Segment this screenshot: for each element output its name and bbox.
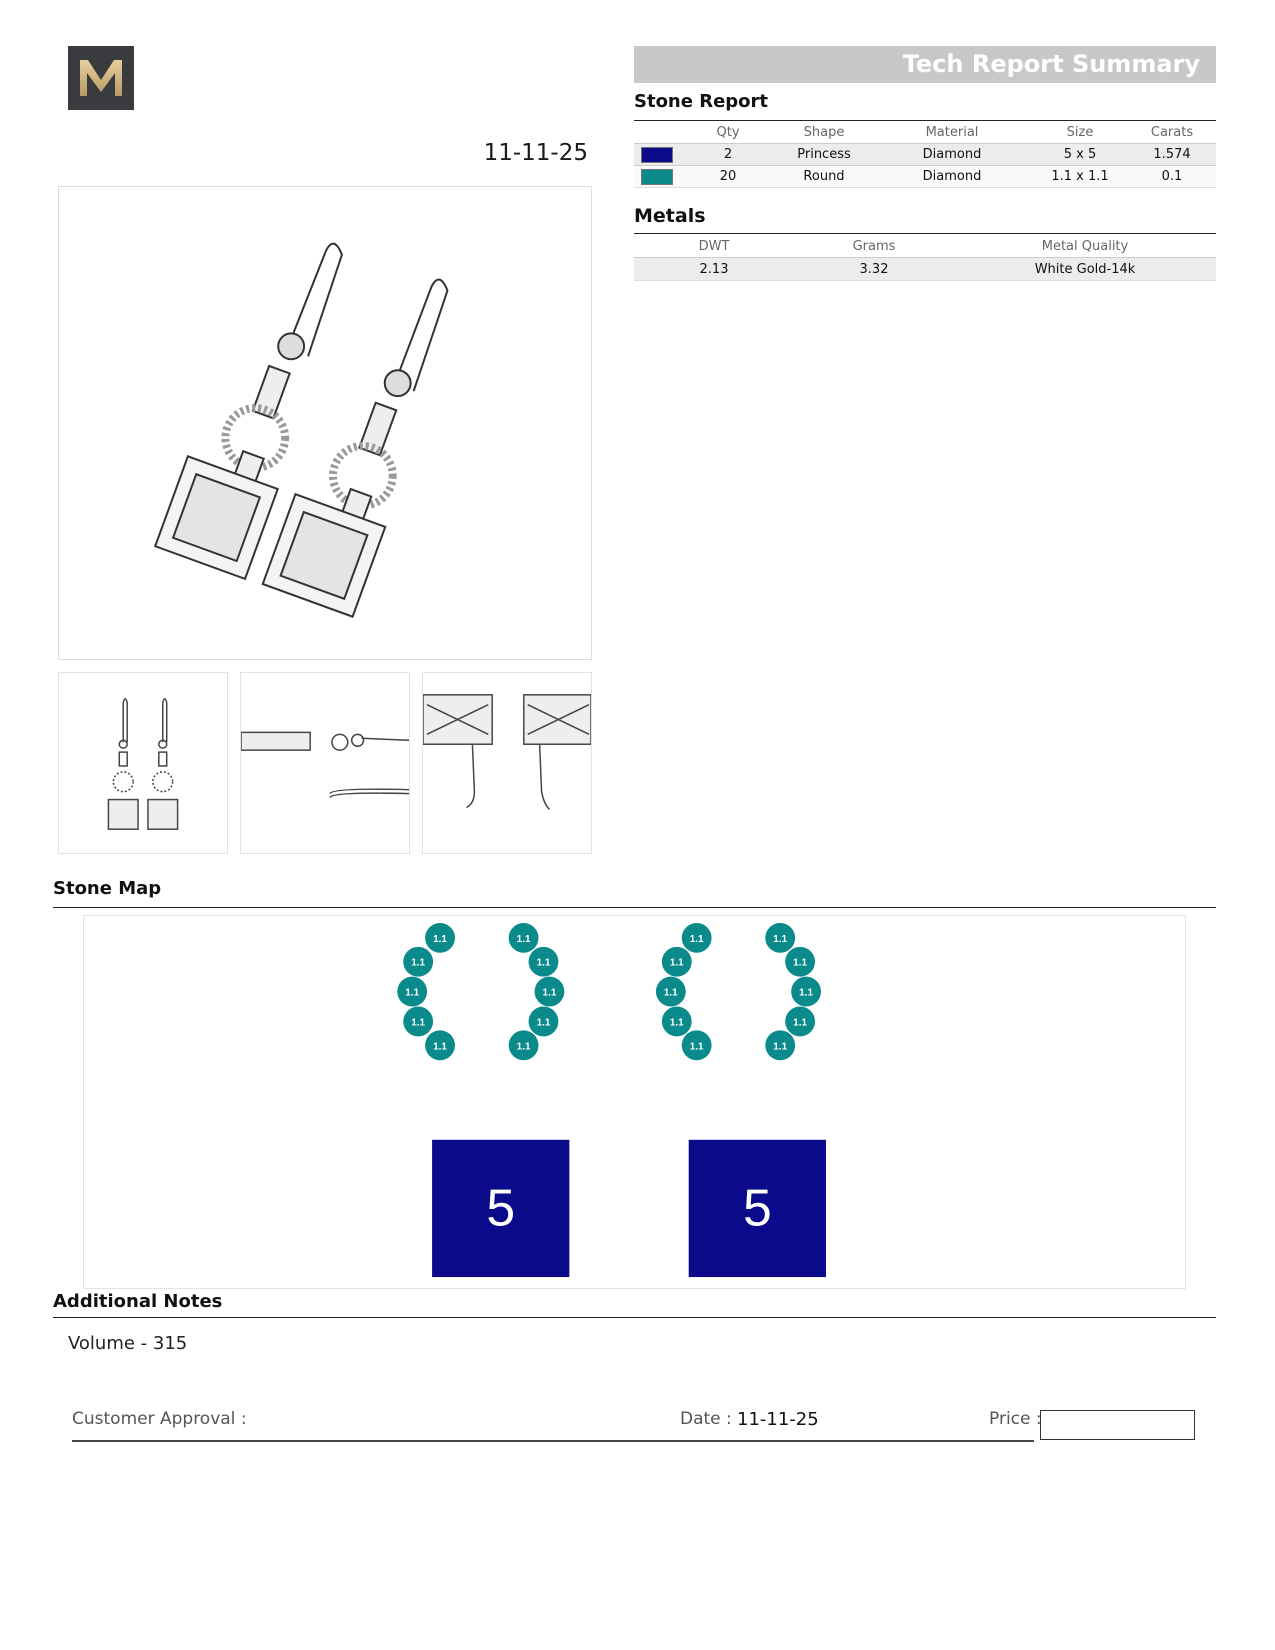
round-stone-marker	[765, 1030, 795, 1060]
stone-report-title: Stone Report	[634, 91, 769, 112]
metals-divider	[634, 233, 1216, 234]
princess-stone-label: 5	[486, 1178, 516, 1237]
round-stone-marker	[509, 923, 539, 953]
round-stone-marker	[656, 977, 686, 1007]
round-stone-marker	[529, 947, 559, 977]
round-stone-label: 1.1	[793, 1017, 808, 1029]
round-stone-marker	[397, 977, 427, 1007]
round-stone-label: 1.1	[411, 957, 426, 969]
dwt-cell: 2.13	[634, 258, 794, 281]
stone-report-table	[634, 122, 1216, 188]
round-stone-label: 1.1	[773, 933, 788, 945]
round-stone-marker	[682, 923, 712, 953]
stone-color-cell	[634, 166, 680, 188]
customer-approval-label: Customer Approval :	[72, 1409, 247, 1429]
round-stone-label: 1.1	[405, 987, 420, 999]
round-stone-marker	[662, 1007, 692, 1037]
round-stone-label: 1.1	[689, 933, 704, 945]
table-row	[634, 144, 1216, 166]
additional-notes-title: Additional Notes	[53, 1291, 223, 1312]
quality-cell: White Gold-14k	[954, 258, 1216, 281]
approval-date-label: Date :	[680, 1409, 732, 1429]
material-cell: Diamond	[872, 144, 1032, 166]
stone-report-divider	[634, 120, 1216, 121]
round-stone-label: 1.1	[542, 987, 557, 999]
main-earring-render	[58, 186, 592, 660]
metals-table	[634, 235, 1216, 281]
round-stone-label: 1.1	[516, 1041, 531, 1053]
princess-stone-marker	[689, 1140, 826, 1277]
round-stone-marker	[791, 977, 821, 1007]
front-view-thumbnail	[58, 672, 228, 854]
shape-cell: Princess	[776, 144, 872, 166]
round-stone-label: 1.1	[433, 1041, 447, 1053]
round-stone-label: 1.1	[773, 1041, 788, 1053]
material-cell: Diamond	[872, 166, 1032, 188]
round-stone-marker	[535, 977, 565, 1007]
material-column-header: Material	[925, 125, 979, 140]
round-stone-label: 1.1	[689, 1041, 704, 1053]
quality-column-header: Metal Quality	[1041, 238, 1129, 254]
round-stone-label: 1.1	[669, 957, 684, 969]
price-field[interactable]	[1040, 1410, 1195, 1440]
approval-signature-line	[72, 1440, 1034, 1442]
top-view-thumbnail	[422, 672, 592, 854]
size-cell: 5 x 5	[1032, 144, 1128, 166]
round-stone-label: 1.1	[536, 957, 551, 969]
qty-cell: 20	[680, 166, 776, 188]
grams-cell: 3.32	[794, 258, 954, 281]
carats-cell: 1.574	[1128, 144, 1216, 166]
round-stone-marker	[765, 923, 795, 953]
princess-stone-label: 5	[742, 1178, 772, 1237]
shape-cell: Round	[776, 166, 872, 188]
carats-column-header: Carats	[1150, 125, 1194, 140]
round-stone-marker	[662, 947, 692, 977]
grams-column-header: Grams	[852, 238, 896, 254]
stone-table-header	[634, 122, 1216, 144]
report-title: Tech Report Summary	[902, 50, 1200, 78]
round-stone-label: 1.1	[669, 1017, 684, 1029]
round-stone-label: 1.1	[793, 957, 808, 969]
round-stone-label: 1.1	[433, 933, 447, 945]
round-stone-label: 1.1	[536, 1017, 551, 1029]
metals-table-header	[634, 235, 1216, 258]
round-color-swatch	[641, 169, 673, 185]
size-column-header: Size	[1066, 125, 1094, 140]
round-stone-marker	[425, 1030, 455, 1060]
company-logo	[68, 46, 134, 110]
price-label: Price :	[989, 1409, 1042, 1429]
qty-column-header: Qty	[716, 125, 740, 140]
round-stone-marker	[403, 1007, 433, 1037]
round-stone-marker	[785, 947, 815, 977]
metals-title: Metals	[634, 205, 706, 227]
stone-map	[83, 915, 1186, 1289]
qty-cell: 2	[680, 144, 776, 166]
princess-color-swatch	[641, 147, 673, 163]
round-stone-label: 1.1	[663, 987, 678, 999]
round-stone-label: 1.1	[799, 987, 813, 999]
size-cell: 1.1 x 1.1	[1032, 166, 1128, 188]
shape-column-header: Shape	[803, 125, 845, 140]
round-stone-label: 1.1	[411, 1017, 426, 1029]
side-view-thumbnail	[240, 672, 410, 854]
princess-stone-marker	[432, 1140, 569, 1277]
table-row	[634, 166, 1216, 188]
carats-cell: 0.1	[1128, 166, 1216, 188]
color-column-header	[634, 122, 680, 144]
report-title-bar	[634, 46, 1216, 83]
round-stone-label: 1.1	[516, 933, 531, 945]
round-stone-marker	[425, 923, 455, 953]
stone-color-cell	[634, 144, 680, 166]
dwt-column-header: DWT	[698, 238, 730, 254]
notes-text: Volume - 315	[68, 1333, 188, 1354]
approval-date-value: 11-11-25	[737, 1409, 819, 1430]
round-stone-marker	[682, 1030, 712, 1060]
stone-map-divider	[53, 907, 1216, 908]
stone-map-title: Stone Map	[53, 878, 162, 899]
round-stone-marker	[403, 947, 433, 977]
round-stone-marker	[785, 1007, 815, 1037]
round-stone-marker	[509, 1030, 539, 1060]
report-date: 11-11-25	[483, 140, 588, 166]
round-stone-marker	[529, 1007, 559, 1037]
notes-divider	[53, 1317, 1216, 1318]
table-row	[634, 258, 1216, 281]
